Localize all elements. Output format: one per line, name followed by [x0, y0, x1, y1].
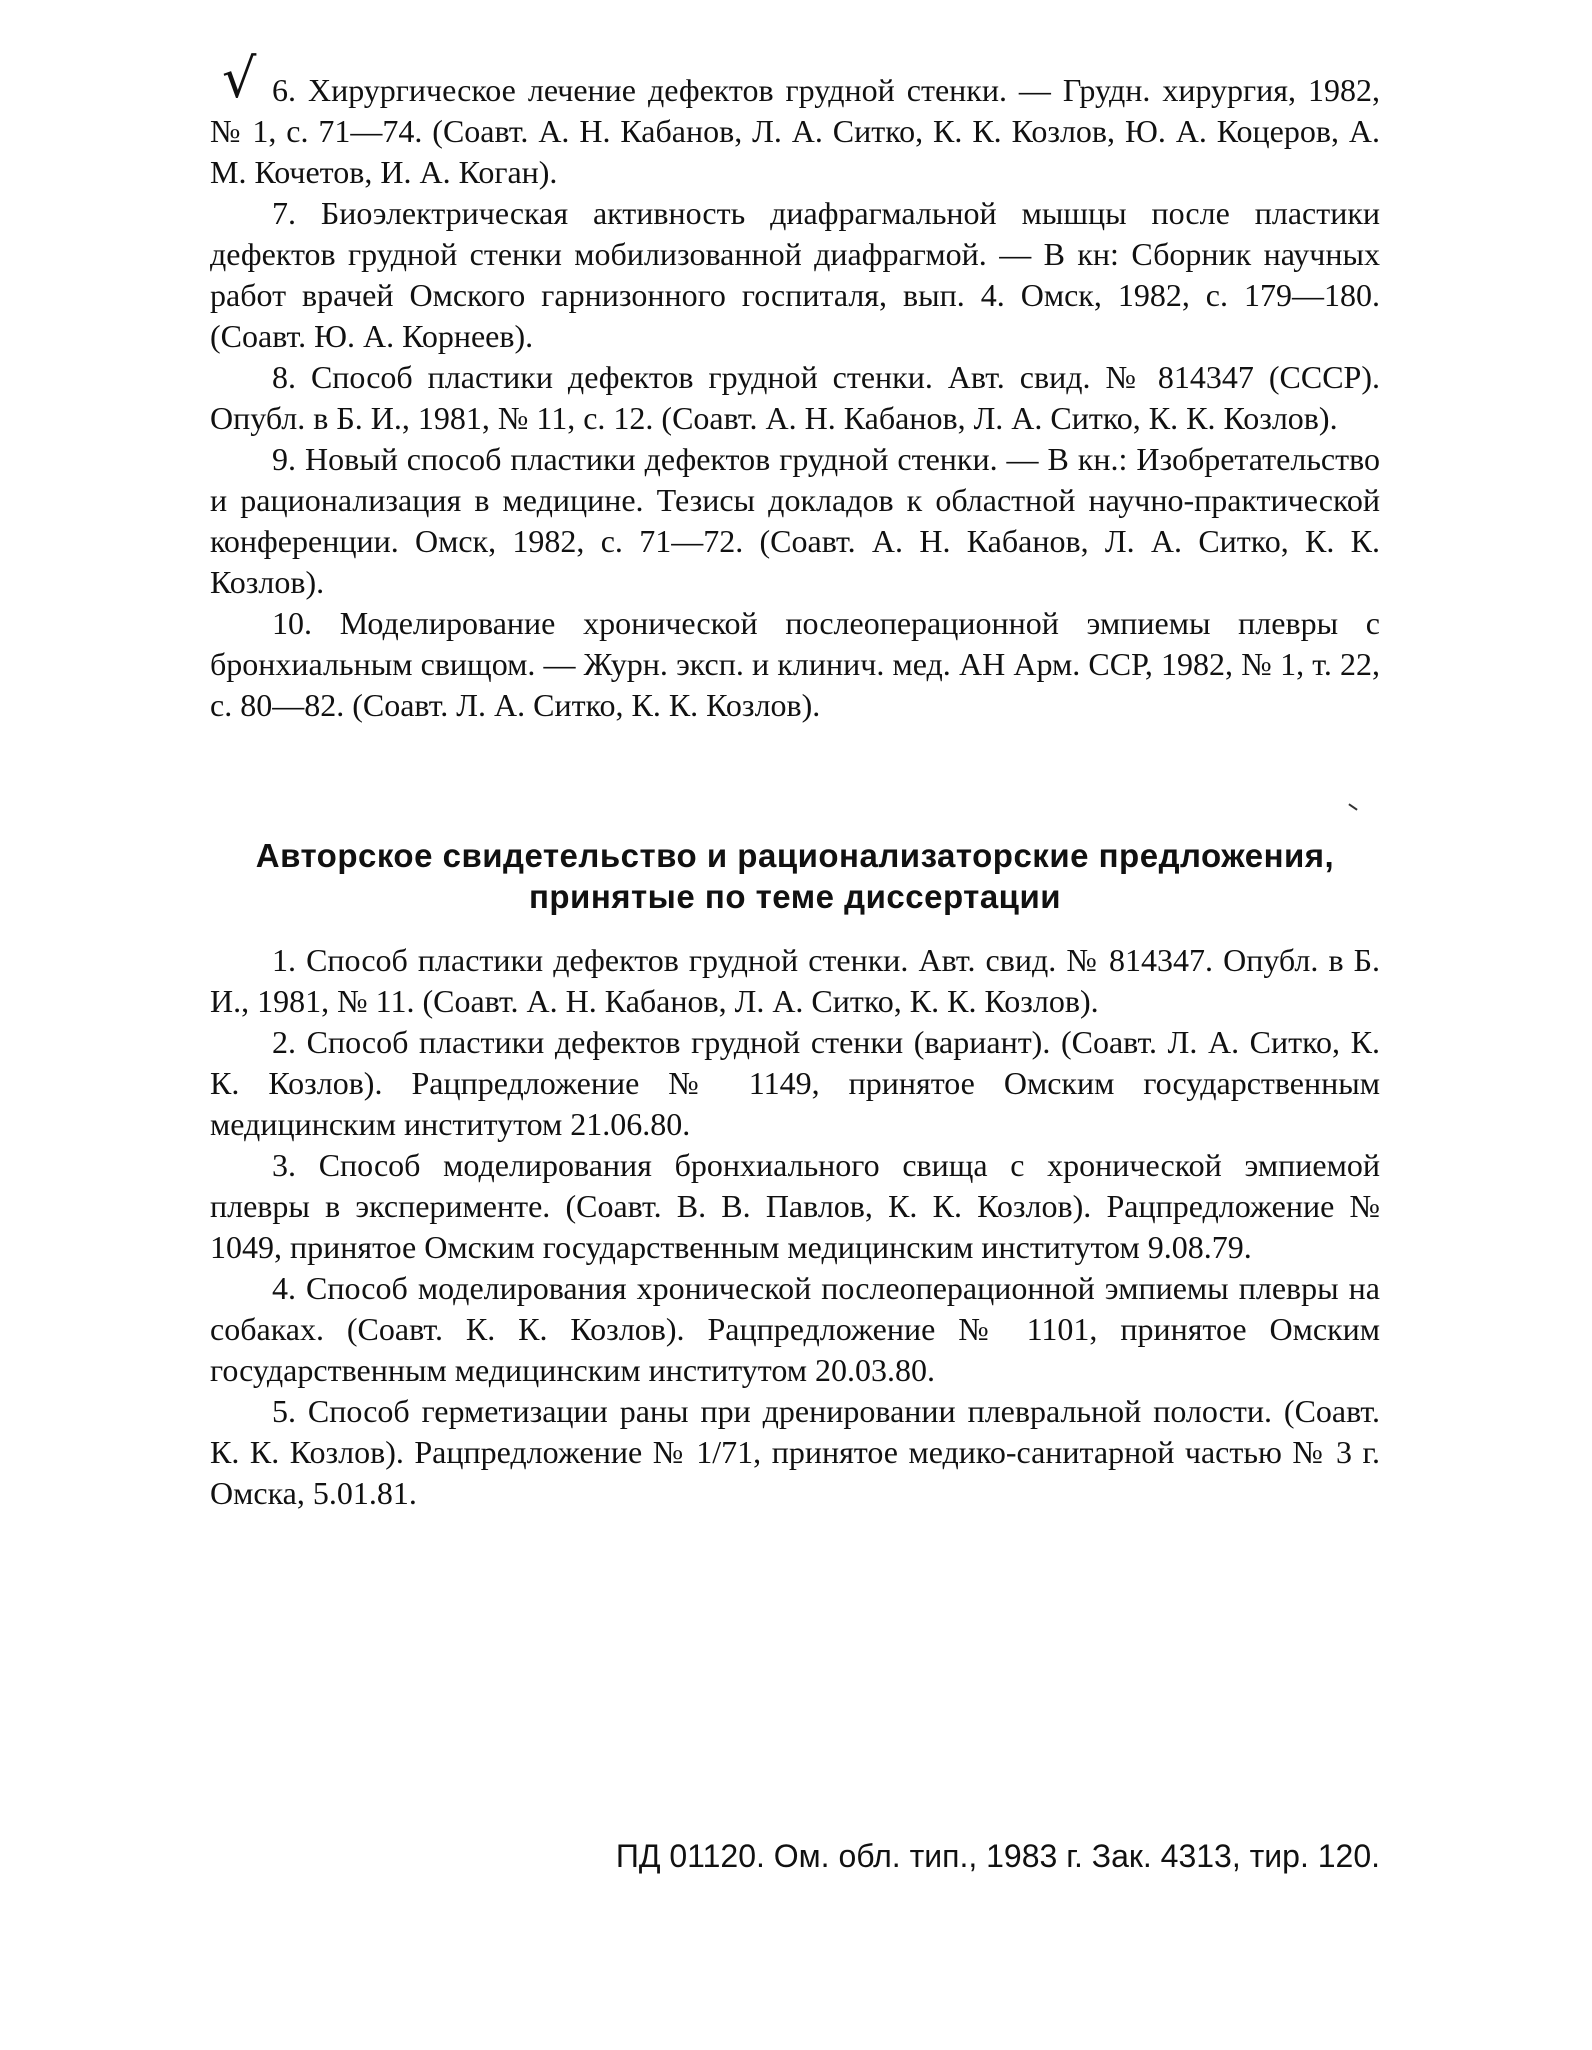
- section-heading-line-1: Авторское свидетельство и рационализаторские предложения,: [255, 837, 1335, 874]
- stray-ink-mark: [1348, 803, 1357, 810]
- publication-item-6: 6. Хирургическое лечение дефектов грудной стенки. — Грудн. хирургия, 1982, № 1, с. 71—74. (Соавт. А. Н. Кабанов, Л. А. Ситко, К. К. Козлов, Ю. А. Коцеров, А. М. Кочетов, И. А. Коган).: [210, 72, 1380, 190]
- print-imprint: ПД 01120. Ом. обл. тип., 1983 г. Зак. 4313, тир. 120.: [615, 1838, 1380, 1874]
- invention-item-3: 3. Способ моделирования бронхиального свища с хронической эмпиемой плевры в эксперименте. (Соавт. В. В. Павлов, К. К. Козлов). Рацпредложение № 1049, принятое Омским государственным медицинским институтом 9.08.79.: [210, 1147, 1380, 1265]
- publication-item-8: 8. Способ пластики дефектов грудной стенки. Авт. свид. № 814347 (СССР). Опубл. в Б. И., 1981, № 11, с. 12. (Соавт. А. Н. Кабанов, Л. А. Ситко, К. К. Козлов).: [210, 359, 1380, 436]
- publication-item-7: 7. Биоэлектрическая активность диафрагмальной мышцы после пластики дефектов грудной стенки мобилизованной диафрагмой. — В кн: Сборник научных работ врачей Омского гарнизонного госпиталя, вып. 4. Омск, 1982, с. 179—180. (Соавт. Ю. А. Корнеев).: [210, 195, 1380, 354]
- invention-item-1: 1. Способ пластики дефектов грудной стенки. Авт. свид. № 814347. Опубл. в Б. И., 1981, № 11. (Соавт. А. Н. Кабанов, Л. А. Ситко, К. К. Козлов).: [210, 942, 1380, 1019]
- invention-item-4: 4. Способ моделирования хронической послеоперационной эмпиемы плевры на собаках. (Соавт. К. К. Козлов). Рацпредложение № 1101, принятое Омским государственным медицинским институтом 20.03.80.: [210, 1270, 1380, 1388]
- section-heading: [210, 835, 1380, 917]
- publication-item-10: 10. Моделирование хронической послеоперационной эмпиемы плевры с бронхиальным свищом. — Журн. эксп. и клинич. мед. АН Арм. ССР, 1982, № 1, т. 22, с. 80—82. (Соавт. Л. А. Ситко, К. К. Козлов).: [210, 605, 1380, 723]
- handwritten-checkmark: √: [222, 47, 257, 110]
- section-heading-line-2: принятые по теме диссертации: [528, 878, 1062, 915]
- publication-item-9: 9. Новый способ пластики дефектов грудной стенки. — В кн.: Изобретательство и рационализация в медицине. Тезисы докладов к областной научно-практической конференции. Омск, 1982, с. 71—72. (Соавт. А. Н. Кабанов, Л. А. Ситко, К. К. Козлов).: [210, 441, 1380, 600]
- inventions-list: [210, 940, 1380, 1514]
- invention-item-5: 5. Способ герметизации раны при дренировании плевральной полости. (Соавт. К. К. Козлов). Рацпредложение № 1/71, принятое медико-санитарной частью № 3 г. Омска, 5.01.81.: [210, 1393, 1380, 1511]
- publications-list: [210, 70, 1380, 726]
- invention-item-2: 2. Способ пластики дефектов грудной стенки (вариант). (Соавт. Л. А. Ситко, К. К. Козлов). Рацпредложение № 1149, принятое Омским государственным медицинским институтом 21.06.80.: [210, 1024, 1380, 1142]
